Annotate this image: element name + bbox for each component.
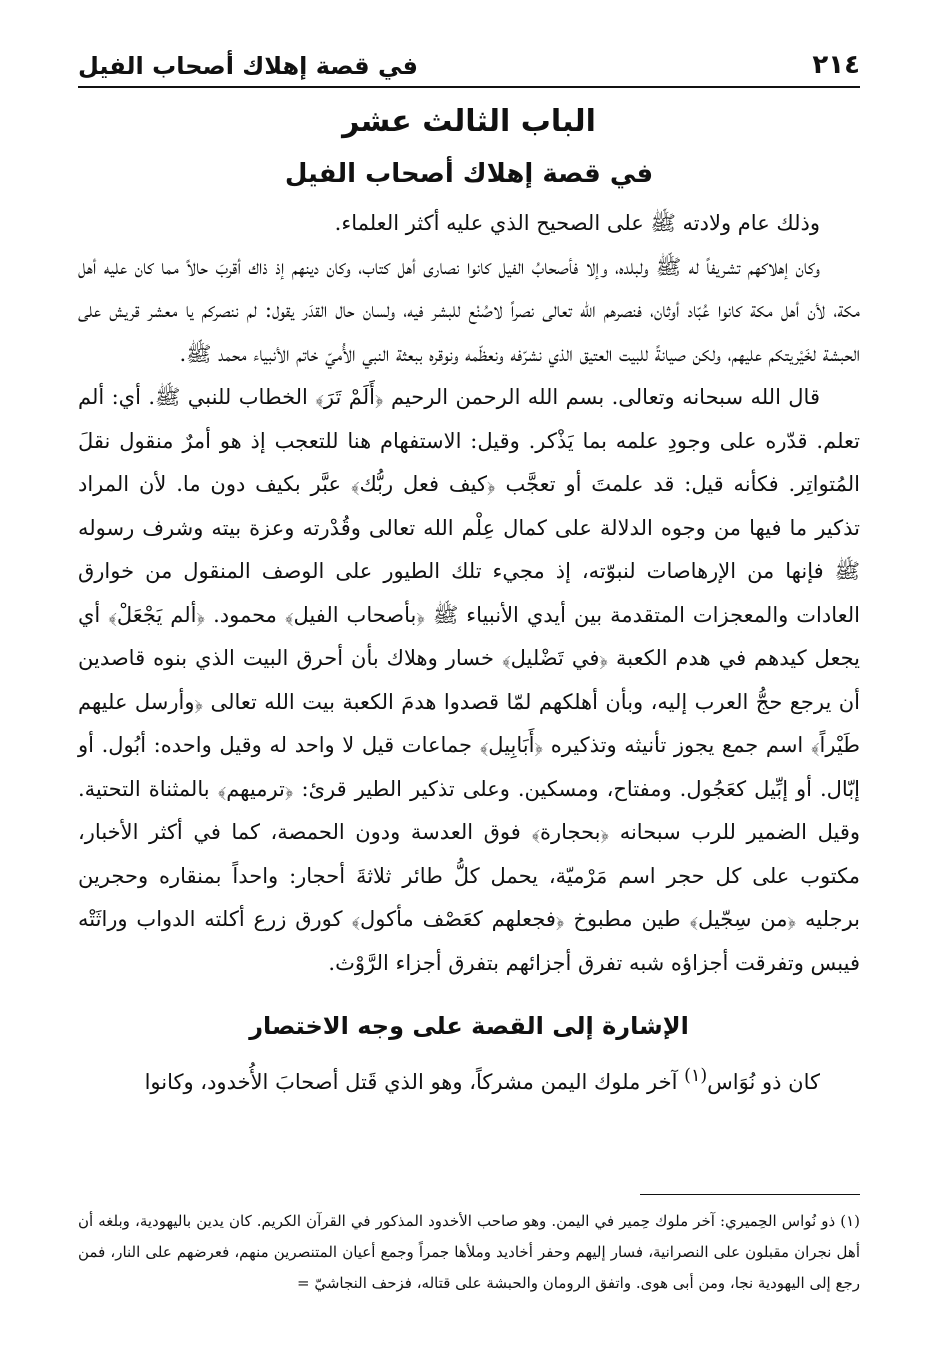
running-title: في قصة إهلاك أصحاب الفيل xyxy=(78,52,418,80)
paragraph: قال الله سبحانه وتعالى. بسم الله الرحمن الرحيم ﴿أَلَمْ تَرَ﴾ الخطاب للنبي ﷺ. أي: ألم تعلم. قدّره على وجودِ علمه بما يَذْكر. وقيل: الاستفهام هنا للتعجب إذ هو أمرٌ منقول نقلَ المُتواتِر. فكأنه قيل: قد علمتَ أو تعجَّب ﴿كيف فعل ربُّك﴾ عبَّر بكيف دون ما. لأن المراد تذكير ما فيها من وجوه الدلالة على كمال عِلْم الله تعالى وقُدْرته وعزة بيته وشرف رسوله ﷺ فإنها من الإرهاصات لنبوّته، إذ مجيء تلك الطيور على الوصف المنقول من خوارق العادات والمعجزات المتقدمة بين أيدي الأنبياء ﷺ ﴿بأصحاب الفيل﴾ محمود. ﴿ألم يَجْعَلْ﴾ أي يجعل كيدهم في هدم الكعبة ﴿في تَضْليل﴾ خسار وهلاك بأن أحرق البيت الذي بنوه قاصدين أن يرجع حجُّ العرب إليه، وبأن أهلكهم لمّا قصدوا هدمَ الكعبة بيت الله تعالى ﴿وأرسل عليهم طَيْراً﴾ اسم جمع يجوز تأنيثه وتذكيره ﴿أَبَابِيل﴾ جماعات قيل لا واحد له وقيل واحده: أبُول. أو إبّال. أو إبِّيل كعَجُول. ومفتاح، ومسكين. وعلى تذكير الطير قرئ: ﴿ترميهم﴾ بالمثناة التحتية. وقيل الضمير للرب سبحانه ﴿بحجارة﴾ فوق العدسة ودون الحمصة، كما في أكثر الأخبار، مكتوب على كل حجر اسم مَرْميّة، يحمل كلُّ طائر ثلاثةَ أحجار: واحداً بمنقاره وحجرين برجليه ﴿من سِجّيل﴾ طين مطبوخ ﴿فجعلهم كعَصْف مأكول﴾ كورق زرع أكلته الدواب وراثَتْه فيبس وتفرقت أجزاؤه شبه تفرق أجزائهم بتفرق أجزاء الرَّوْث. xyxy=(78,385,860,975)
page-number: ٢١٤ xyxy=(812,50,860,80)
footnote: (١) ذو نُواس الحِميري: آخر ملوك حِمير في اليمن. وهو صاحب الأخدود المذكور في القرآن الكريم. كان يدين باليهودية، وبلغه أن أهل نجران مقبلون على النصرانية، فسار إليهم وحفر أخاديد وملأها جمراً وجمع أعيان المتنصرين منهم، فعرضهم على النار، فمن رجع إلى اليهودية نجا، ومن أبى هوى. واتفق الرومان والحبشة على قتاله، فزحف النجاشيّ = xyxy=(78,1212,860,1292)
chapter-subtitle: في قصة إهلاك أصحاب الفيل xyxy=(284,159,654,189)
section-heading: الإشارة إلى القصة على وجه الاختصار xyxy=(249,1012,689,1040)
paragraph: وذلك عام ولادته ﷺ على الصحيح الذي عليه أكثر العلماء. xyxy=(334,211,820,235)
section-continuation-text: آخر ملوك اليمن مشركاً، وهو الذي قَتل أصحابَ الأُخدود، وكانوا xyxy=(144,1070,678,1094)
section-paragraph xyxy=(78,1055,860,1105)
footnote-reference: (١) xyxy=(684,1066,708,1086)
footnote-separator xyxy=(640,1194,860,1195)
running-header xyxy=(78,40,860,88)
chapter-title: الباب الثالث عشر xyxy=(342,104,596,139)
paragraph: وكان إهلاكهم تشريفاً له ﷺ ولبلده، وإلا فأصحابُ الفيل كانوا نصارى أهل كتاب، وكان دينهم إذ ذاك أقربَ حالاً مما كان عليه أهل مكة، لأن أهل مكة كانوا عُبّاد أوثان، فنصرهم الله تعالى نصراً لاصُنْع للبشر فيه، ولسان حال القدَر يقول: لم ننصركم يا معشر قريش على الحبشة لخَيْريتكم عليهم، ولكن صيانةً للبيت العتيق الذي نشرّفه ونعظّمه ونوقره ببعثة النبي الأُميّ خاتم الأنبياء محمد ﷺ. xyxy=(78,254,860,366)
main-text xyxy=(78,100,860,1105)
section-opening-text: كان ذو نُوَاس xyxy=(707,1070,820,1094)
footnotes xyxy=(78,1206,860,1299)
